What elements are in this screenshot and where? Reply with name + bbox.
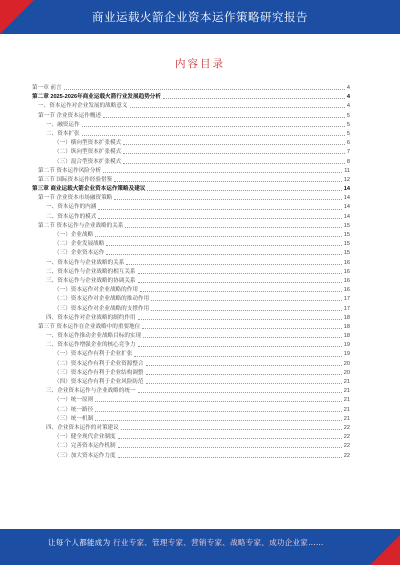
toc-entry[interactable] <box>32 203 350 212</box>
toc-leader-dots <box>123 144 345 145</box>
toc-leader-dots <box>82 135 345 136</box>
toc-entry-label: 一、资本运作推动企业战略目标的实现 <box>46 333 142 340</box>
toc-entry[interactable] <box>32 396 350 405</box>
toc-entry[interactable] <box>32 176 350 185</box>
toc-leader-dots <box>125 227 341 228</box>
toc-entry-page: 5 <box>346 130 350 137</box>
toc-entry-page: 14 <box>343 213 350 220</box>
toc-entry-label: （一）横向型资本扩张模式 <box>54 140 122 147</box>
toc-entry-page: 21 <box>343 415 350 422</box>
toc-entry-page: 15 <box>343 250 350 257</box>
toc-entry-page: 16 <box>343 277 350 284</box>
toc-leader-dots <box>95 420 342 421</box>
toc-entry-label: （二）统一路径 <box>54 406 94 413</box>
toc-leader-dots <box>138 346 342 347</box>
toc-leader-dots <box>103 117 345 118</box>
toc-entry-page: 4 <box>346 85 350 91</box>
toc-entry-page: 20 <box>343 360 350 367</box>
toc-entry[interactable] <box>32 369 350 378</box>
toc-entry[interactable] <box>32 323 350 332</box>
toc-entry[interactable] <box>32 424 350 433</box>
toc-entry[interactable] <box>32 268 350 277</box>
toc-entry-page: 14 <box>343 186 350 193</box>
toc-leader-dots <box>130 107 345 108</box>
toc-entry[interactable] <box>32 433 350 442</box>
toc-entry-label: （三）混合型资本扩张模式 <box>54 158 122 165</box>
toc-entry[interactable] <box>32 387 350 396</box>
toc-entry-label: 二、资本运作的模式 <box>46 213 97 220</box>
toc-entry[interactable] <box>32 194 350 203</box>
toc-entry-page: 7 <box>346 149 350 156</box>
toc-entry-page: 18 <box>343 314 350 321</box>
toc-entry[interactable] <box>32 259 350 268</box>
toc-leader-dots <box>147 190 341 191</box>
toc-entry[interactable] <box>32 286 350 295</box>
toc-entry-page: 22 <box>343 443 350 450</box>
toc-entry-label: 第二节 资本运作风险分析 <box>38 167 102 174</box>
toc-entry-label: 三、企业资本运作与企业战略的统一 <box>46 388 136 395</box>
toc-leader-dots <box>114 181 341 182</box>
toc-leader-dots <box>146 365 342 366</box>
page-footer <box>0 529 400 565</box>
toc-entry[interactable] <box>32 314 350 323</box>
toc-entry-label: （一）资本运作有利于企业扩张 <box>54 351 133 358</box>
toc-entry[interactable] <box>32 452 350 461</box>
toc-entry-label: 一、融资运作 <box>46 121 80 128</box>
toc-entry[interactable] <box>32 240 350 249</box>
toc-entry-page: 18 <box>343 333 350 340</box>
toc-entry-label: （一）资本运作对企业战略的作用 <box>54 287 138 294</box>
toc-entry[interactable] <box>32 213 350 222</box>
toc-entry[interactable] <box>32 185 350 194</box>
toc-entry[interactable] <box>32 332 350 341</box>
toc-entry-page: 5 <box>346 112 350 119</box>
toc-entry-page: 21 <box>343 406 350 413</box>
toc-heading: 内容目录 <box>175 58 225 70</box>
table-of-contents <box>32 84 350 461</box>
toc-entry-label: 二、资本运作增强企业的核心竞争力 <box>46 342 136 349</box>
toc-leader-dots <box>106 254 341 255</box>
toc-entry[interactable] <box>32 249 350 258</box>
toc-entry[interactable] <box>32 350 350 359</box>
toc-entry-label: 二、资本扩张 <box>46 130 80 137</box>
toc-leader-dots <box>98 218 341 219</box>
toc-leader-dots <box>138 273 342 274</box>
toc-leader-dots <box>118 447 342 448</box>
toc-leader-dots <box>163 98 345 99</box>
toc-entry-label: 第二章 2025-2026年商业运载火箭行业发展趋势分析 <box>32 94 161 101</box>
toc-leader-dots <box>95 411 342 412</box>
toc-entry-page: 6 <box>346 140 350 147</box>
toc-entry-page: 22 <box>343 434 350 441</box>
toc-entry-label: （二）资本运作有利于企业资源整合 <box>54 360 144 367</box>
toc-entry-label: 第一章 前言 <box>32 85 62 91</box>
toc-leader-dots <box>114 199 341 200</box>
toc-entry-label: （三）资本运作对企业战略的支撑作用 <box>54 305 150 312</box>
toc-entry-label: （二）企业发展战略 <box>54 241 105 248</box>
toc-entry[interactable] <box>32 167 350 176</box>
toc-entry-page: 15 <box>343 232 350 238</box>
footer-slogan <box>48 537 324 548</box>
toc-leader-dots <box>95 401 342 402</box>
toc-entry[interactable] <box>32 360 350 369</box>
toc-leader-dots <box>123 163 345 164</box>
toc-entry[interactable] <box>32 93 350 102</box>
toc-leader-dots <box>126 264 341 265</box>
toc-entry[interactable] <box>32 130 350 139</box>
toc-entry-page: 8 <box>346 158 350 165</box>
toc-entry-page: 22 <box>343 424 350 431</box>
toc-entry-label: （四）资本运作有利于企业风险防范 <box>54 379 144 385</box>
toc-entry-page: 20 <box>343 369 350 376</box>
toc-entry-page: 18 <box>343 323 350 330</box>
toc-entry-page: 5 <box>346 121 350 128</box>
toc-entry[interactable] <box>32 406 350 415</box>
toc-entry-label: （一）企业战略 <box>54 232 94 238</box>
toc-entry-label: （三）资本运作有利于企业结构调整 <box>54 369 144 376</box>
toc-entry-label: 一、资本运作的内涵 <box>46 204 97 211</box>
toc-entry-page: 15 <box>343 241 350 248</box>
toc-entry-page: 15 <box>343 222 350 229</box>
toc-entry-label: 第二节 资本运作与企业战略的关系 <box>38 222 124 229</box>
toc-entry-label: （一）统一原则 <box>54 397 94 404</box>
toc-entry[interactable] <box>32 112 350 121</box>
toc-entry-page: 17 <box>343 305 350 312</box>
toc-leader-dots <box>121 429 342 430</box>
toc-entry-label: （三）企业资本运作 <box>54 250 105 257</box>
toc-entry[interactable] <box>32 158 350 167</box>
footer-red-corner <box>370 535 400 565</box>
footer-slogan-lead: 让每个人都能成为 <box>48 538 111 547</box>
toc-entry-page: 22 <box>343 452 350 459</box>
toc-leader-dots <box>140 291 342 292</box>
toc-entry-label: （三）统一机制 <box>54 415 94 422</box>
toc-entry-label: 四、企业资本运作的对策建议 <box>46 424 119 431</box>
toc-entry-page: 19 <box>343 342 350 349</box>
toc-leader-dots <box>138 392 342 393</box>
toc-entry[interactable] <box>32 341 350 350</box>
toc-entry[interactable] <box>32 305 350 314</box>
toc-entry-label: （二）完善资本运作机制 <box>54 443 116 450</box>
toc-entry-page: 14 <box>343 204 350 211</box>
toc-entry-label: （一）健全现代企业制度 <box>54 434 116 441</box>
toc-entry-label: 第三节 资本运作在企业战略中的重要地位 <box>38 323 141 330</box>
toc-entry[interactable] <box>32 84 350 93</box>
footer-slogan-roles: 行业专家、管理专家、营销专家、战略专家、成功企业家…… <box>113 538 324 547</box>
toc-entry[interactable] <box>32 415 350 424</box>
toc-leader-dots <box>95 236 342 237</box>
toc-leader-dots <box>106 245 341 246</box>
toc-entry[interactable] <box>32 295 350 304</box>
toc-entry-page: 11 <box>344 167 350 174</box>
toc-entry[interactable] <box>32 222 350 231</box>
toc-leader-dots <box>138 282 342 283</box>
toc-entry-page: 16 <box>343 268 350 275</box>
toc-leader-dots <box>123 153 345 154</box>
toc-leader-dots <box>146 374 342 375</box>
toc-entry[interactable] <box>32 139 350 148</box>
toc-entry-page: 19 <box>343 351 350 358</box>
toc-entry[interactable] <box>32 121 350 130</box>
toc-entry-label: 四、资本运作对企业战略的制约作用 <box>46 314 136 321</box>
toc-leader-dots <box>82 126 345 127</box>
toc-leader-dots <box>103 172 342 173</box>
toc-entry[interactable] <box>32 231 350 240</box>
toc-leader-dots <box>118 457 342 458</box>
toc-leader-dots <box>151 310 342 311</box>
toc-entry-page: 12 <box>343 176 350 183</box>
toc-entry-page: 16 <box>343 259 350 266</box>
toc-entry-page: 16 <box>343 287 350 294</box>
toc-entry-label: 一、资本运作对企业发展的战略意义 <box>38 103 128 110</box>
toc-entry[interactable] <box>32 378 350 387</box>
toc-entry[interactable] <box>32 442 350 451</box>
toc-entry-page: 21 <box>343 379 350 385</box>
toc-entry-label: 二、资本运作与企业战略的相互关系 <box>46 268 136 275</box>
toc-leader-dots <box>142 328 342 329</box>
toc-entry[interactable] <box>32 148 350 157</box>
toc-entry-label: （二）资本运作对企业战略的推动作用 <box>54 296 150 303</box>
toc-entry-label: 第一节 企业资本市场融资策略 <box>38 195 113 202</box>
toc-leader-dots <box>151 300 342 301</box>
toc-entry-page: 17 <box>343 296 350 303</box>
toc-entry-label: 第三节 国际资本运作经验借鉴 <box>38 176 113 183</box>
toc-entry-label: 一、资本运作与企业战略的关系 <box>46 259 125 266</box>
toc-entry-page: 4 <box>346 103 350 110</box>
toc-leader-dots <box>143 337 342 338</box>
toc-leader-dots <box>118 438 342 439</box>
toc-leader-dots <box>138 319 342 320</box>
toc-entry-label: （三）加大资本运作力度 <box>54 452 116 459</box>
toc-leader-dots <box>98 209 341 210</box>
toc-entry-label: 第一节 企业资本运作概述 <box>38 112 102 119</box>
toc-entry[interactable] <box>32 102 350 111</box>
toc-entry-page: 21 <box>343 397 350 404</box>
toc-leader-dots <box>146 383 342 384</box>
toc-entry-label: 第三章 商业运载火箭企业资本运作策略及建议 <box>32 186 146 193</box>
toc-entry-page: 14 <box>343 195 350 202</box>
toc-leader-dots <box>64 89 345 90</box>
toc-entry-page: 21 <box>343 388 350 395</box>
toc-entry-label: （二）纵向型资本扩张模式 <box>54 149 122 156</box>
toc-entry-page: 4 <box>346 94 350 101</box>
report-title: 商业运载火箭企业资本运作策略研究报告 <box>92 10 308 24</box>
toc-entry-label: 三、资本运作与企业战略的协调关系 <box>46 277 136 284</box>
toc-leader-dots <box>134 356 341 357</box>
page-header <box>0 0 400 34</box>
toc-entry[interactable] <box>32 277 350 286</box>
